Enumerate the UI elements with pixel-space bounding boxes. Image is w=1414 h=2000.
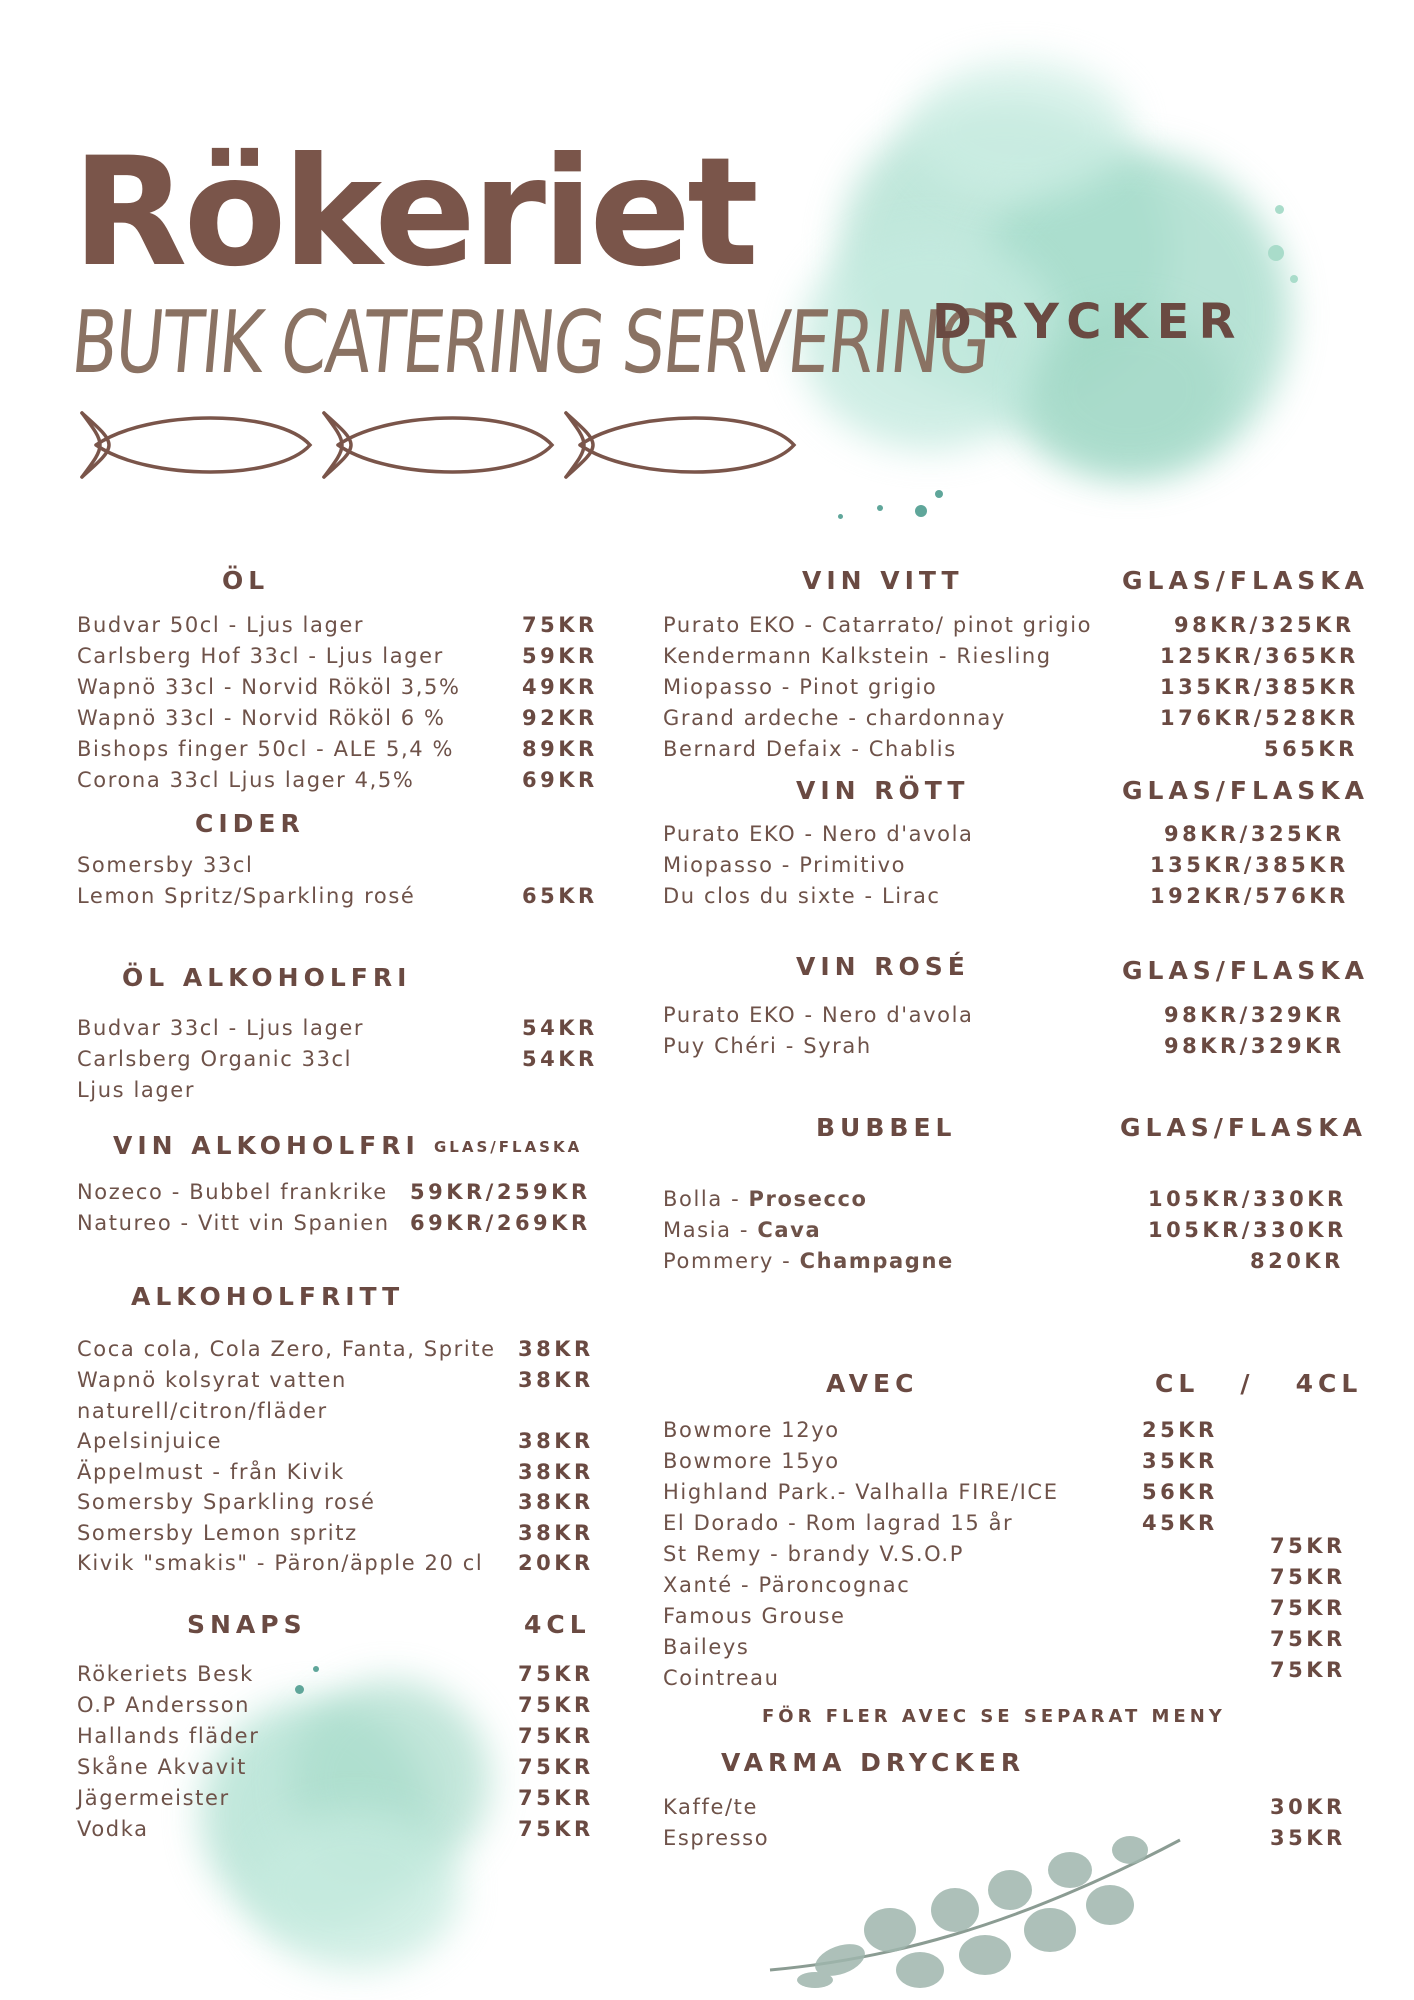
section-title-vin-alkoholfri: VIN ALKOHOLFRI	[113, 1131, 420, 1160]
list-item: Espresso	[663, 1826, 770, 1850]
price-4cl: 75KR	[1270, 1596, 1346, 1620]
price: 38KR	[518, 1460, 594, 1484]
price: 75KR	[518, 1755, 594, 1779]
section-title-cider: CIDER	[195, 809, 305, 838]
price: 65KR	[522, 884, 598, 908]
list-item: Corona 33cl Ljus lager 4,5%	[77, 768, 415, 792]
bubbel-brand: Bolla -	[663, 1187, 749, 1211]
list-item: Vodka	[77, 1817, 149, 1841]
list-item: Famous Grouse	[663, 1604, 846, 1628]
price-cl: 45KR	[1142, 1511, 1218, 1535]
list-item: Xanté - Päroncognac	[663, 1573, 911, 1597]
list-item: Cointreau	[663, 1666, 780, 1690]
price: 105KR/330KR	[1148, 1187, 1347, 1211]
price: 38KR	[518, 1490, 594, 1514]
list-item: Highland Park.- Valhalla FIRE/ICE	[663, 1480, 1059, 1504]
price: 75KR	[518, 1786, 594, 1810]
section-title-varma-drycker: VARMA DRYCKER	[721, 1748, 1026, 1777]
price: 54KR	[522, 1047, 598, 1071]
price: 30KR	[1270, 1795, 1346, 1819]
list-item: Carlsberg Hof 33cl - Ljus lager	[77, 644, 444, 668]
section-title-snaps: SNAPS	[187, 1610, 307, 1639]
price: 75KR	[518, 1817, 594, 1841]
bubbel-type: Champagne	[799, 1249, 954, 1273]
unit-label: GLAS/FLASKA	[434, 1138, 583, 1156]
list-item: Kaffe/te	[663, 1795, 759, 1819]
unit-label: GLAS/FLASKA	[1122, 566, 1370, 595]
price: 176KR/528KR	[1160, 706, 1359, 730]
price: 35KR	[1270, 1826, 1346, 1850]
list-item: Somersby Lemon spritz	[77, 1521, 358, 1545]
eucalyptus-branch-decoration	[760, 1820, 1200, 1990]
section-title-bubbel: BUBBEL	[816, 1113, 957, 1142]
price: 54KR	[522, 1016, 598, 1040]
list-item: Bishops finger 50cl - ALE 5,4 %	[77, 737, 455, 761]
price: 89KR	[522, 737, 598, 761]
avec-note: FÖR FLER AVEC SE SEPARAT MENY	[762, 1706, 1226, 1727]
list-item: Nozeco - Bubbel frankrike	[77, 1180, 388, 1204]
menu-title: DRYCKER	[932, 294, 1245, 350]
list-item: Lemon Spritz/Sparkling rosé	[77, 884, 416, 908]
brand-name: Rökeriet	[72, 126, 755, 300]
price: 98KR/329KR	[1164, 1003, 1345, 1027]
price: 92KR	[522, 706, 598, 730]
list-item	[663, 1187, 868, 1211]
list-item: St Remy - brandy V.S.O.P	[663, 1542, 964, 1566]
list-item: Grand ardeche - chardonnay	[663, 706, 1006, 730]
price: 75KR	[518, 1693, 594, 1717]
price: 98KR/329KR	[1164, 1034, 1345, 1058]
list-item: Wapnö 33cl - Norvid Rököl 3,5%	[77, 675, 461, 699]
price: 38KR	[518, 1368, 594, 1392]
section-title-ol-alkoholfri: ÖL ALKOHOLFRI	[122, 963, 412, 992]
bubbel-type: Cava	[757, 1218, 822, 1242]
section-title-vin-rott: VIN RÖTT	[796, 776, 970, 805]
unit-label: GLAS/FLASKA	[1122, 776, 1370, 805]
list-item: Kivik "smakis" - Päron/äpple 20 cl	[77, 1551, 484, 1575]
price: 75KR	[518, 1724, 594, 1748]
price: 105KR/330KR	[1148, 1218, 1347, 1242]
price: 125KR/365KR	[1160, 644, 1359, 668]
list-item: Kendermann Kalkstein - Riesling	[663, 644, 1052, 668]
list-item: Natureo - Vitt vin Spanien	[77, 1211, 390, 1235]
list-item: El Dorado - Rom lagrad 15 år	[663, 1511, 1014, 1535]
brand-subtitle: BUTIK CATERING SERVERING	[67, 293, 994, 393]
list-item: Jägermeister	[77, 1786, 230, 1810]
price: 135KR/385KR	[1160, 675, 1359, 699]
price: 69KR	[522, 768, 598, 792]
price: 98KR/325KR	[1164, 822, 1345, 846]
unit-label: GLAS/FLASKA	[1122, 956, 1370, 985]
list-item: Apelsinjuice	[77, 1429, 223, 1453]
price: 38KR	[518, 1429, 594, 1453]
price: 59KR	[522, 644, 598, 668]
price: 20KR	[518, 1551, 594, 1575]
price: 75KR	[522, 613, 598, 637]
list-item: Purato EKO - Nero d'avola	[663, 1003, 974, 1027]
price: 49KR	[522, 675, 598, 699]
watercolor-splash-top	[780, 60, 1340, 520]
price: 565KR	[1264, 737, 1358, 761]
list-item: Baileys	[663, 1635, 750, 1659]
list-item: Bowmore 12yo	[663, 1418, 840, 1442]
list-item: Ljus lager	[77, 1078, 196, 1102]
price: 192KR/576KR	[1150, 884, 1349, 908]
list-item: Rökeriets Besk	[77, 1662, 254, 1686]
price-4cl: 75KR	[1270, 1627, 1346, 1651]
list-item: Miopasso - Primitivo	[663, 853, 907, 877]
bubbel-brand: Pommery -	[663, 1249, 800, 1273]
section-title-alkoholfritt: ALKOHOLFRITT	[131, 1282, 405, 1311]
price: 59KR/259KR	[410, 1180, 591, 1204]
list-item: Purato EKO - Catarrato/ pinot grigio	[663, 613, 1093, 637]
list-item: Äppelmust - från Kivik	[77, 1460, 345, 1484]
list-item: Bowmore 15yo	[663, 1449, 840, 1473]
unit-label: 4CL	[524, 1610, 591, 1639]
list-item: Puy Chéri - Syrah	[663, 1034, 872, 1058]
list-item: Budvar 50cl - Ljus lager	[77, 613, 365, 637]
unit-label: GLAS/FLASKA	[1120, 1113, 1368, 1142]
price: 98KR/325KR	[1174, 613, 1355, 637]
list-item: Wapnö 33cl - Norvid Rököl 6 %	[77, 706, 446, 730]
price: 69KR/269KR	[410, 1211, 591, 1235]
section-title-avec: AVEC	[826, 1369, 919, 1398]
list-item: Skåne Akvavit	[77, 1755, 248, 1779]
list-item: Coca cola, Cola Zero, Fanta, Sprite	[77, 1337, 496, 1361]
list-item: Miopasso - Pinot grigio	[663, 675, 938, 699]
price-cl: 25KR	[1142, 1418, 1218, 1442]
list-item: Wapnö kolsyrat vatten	[77, 1368, 347, 1392]
price: 38KR	[518, 1521, 594, 1545]
list-item: Somersby Sparkling rosé	[77, 1490, 376, 1514]
list-item: O.P Andersson	[77, 1693, 251, 1717]
price: 820KR	[1250, 1249, 1344, 1273]
price: 38KR	[518, 1337, 594, 1361]
list-item: naturell/citron/fläder	[77, 1399, 328, 1423]
list-item: Bernard Defaix - Chablis	[663, 737, 957, 761]
price-4cl: 75KR	[1270, 1658, 1346, 1682]
price: 75KR	[518, 1662, 594, 1686]
price-4cl: 75KR	[1270, 1534, 1346, 1558]
list-item	[663, 1218, 821, 1242]
list-item: Hallands fläder	[77, 1724, 260, 1748]
price-cl: 35KR	[1142, 1449, 1218, 1473]
list-item: Budvar 33cl - Ljus lager	[77, 1016, 365, 1040]
list-item: Carlsberg Organic 33cl	[77, 1047, 353, 1071]
list-item	[663, 1249, 954, 1273]
list-item: Du clos du sixte - Lirac	[663, 884, 941, 908]
bubbel-brand: Masia -	[663, 1218, 758, 1242]
price: 135KR/385KR	[1150, 853, 1349, 877]
list-item: Purato EKO - Nero d'avola	[663, 822, 974, 846]
unit-label: CL / 4CL	[1155, 1369, 1363, 1398]
section-title-ol: ÖL	[222, 566, 270, 595]
section-title-vin-rose: VIN ROSÉ	[796, 952, 970, 981]
price-cl: 56KR	[1142, 1480, 1218, 1504]
price-4cl: 75KR	[1270, 1565, 1346, 1589]
section-title-vin-vitt: VIN VITT	[802, 566, 964, 595]
bubbel-type: Prosecco	[748, 1187, 868, 1211]
list-item: Somersby 33cl	[77, 853, 254, 877]
fish-line-decoration	[78, 405, 798, 485]
